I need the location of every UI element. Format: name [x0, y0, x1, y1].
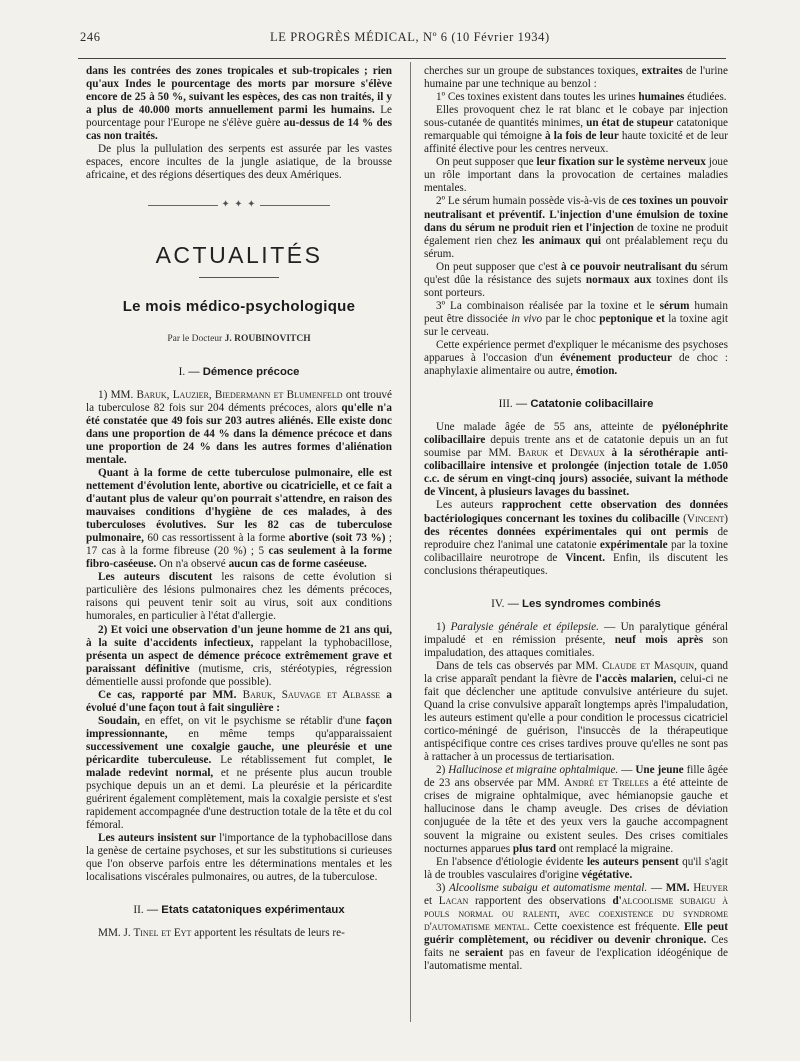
s1-paragraph-1: 1) MM. Baruk, Lauzier, Biedermann et Blumenfeld ont trouvé la tuberculose 82 fois sur 204 déments précoces, alors qu'elle n'a été constatée que 49 fois sur 203 autres aliénés. Elle existe donc dans une proportion de 44 % dans la démence précoce et dans une proportion de 24 % dans les autres formes d'aliénation mentale. [86, 388, 393, 466]
intro-paragraph-2: De plus la pullulation des serpents est assurée par les vastes espaces, encore incultes de la jungle asiatique, de la brousse africaine, et des régions désertiques des deux Amériques. [86, 143, 392, 182]
r-paragraph-6: On peut supposer que c'est à ce pouvoir neutralisant du sérum qu'est dûe la résistance des sujets normaux aux toxines dont ils sont porteurs. [424, 260, 729, 299]
s1-paragraph-2: Quant à la forme de cette tuberculose pulmonaire, elle est nettement d'évolution lente, abortive ou cicatricielle, et ce fait a d'autant plus de valeur qu'on pourrait s'attendre, en raison des mauvaises conditions d'hygiène de ces malades, à des tuberculoses évolutives. Sur les 82 cas de tuberculose pulmonaire, 60 cas ressortissent à la forme abortive (soit 73 %) ; 17 cas à la forme fibreuse (20 %) ; 5 cas seulement à la forme fibro-caséeuse. On n'a observé aucun cas de forme caséeuse. [86, 466, 392, 571]
r-paragraph-2: 1º Ces toxines existent dans toutes les urines humaines étudiées. [436, 91, 727, 104]
s3-paragraph-2: Les auteurs rapprochent cette observation des données bactériologiques concernant les toxines du colibacille (Vincent) des récentes données expérimentales qui ont permis de reproduire chez l'animal une catatonie expérimentale par la toxine colibacillaire neurotrope de Vincent. Enfin, ils discutent les conclusions thérapeutiques. [424, 499, 729, 577]
subhead-3: III. — Catatonie colibacillaire [498, 398, 654, 411]
byline: Par le Docteur J. ROUBINOVITCH [167, 333, 311, 344]
s2-paragraph-1: MM. J. Tinel et Eyt apportent les résultats de leurs re- [98, 927, 345, 940]
section-title: ACTUALITÉS [155, 242, 323, 269]
subhead-1: I. — Démence précoce [178, 365, 300, 378]
ornament-divider: ✦ ✦ ✦ [86, 198, 392, 211]
r-paragraph-8: Cette expérience permet d'expliquer le mécanisme des psychoses apparues à l'occasion d'un événement producteur de choc : anaphylaxie alimentaire ou autre, émotion. [424, 338, 728, 378]
s1-paragraph-3: Les auteurs discutent les raisons de cette évolution si particulière des lésions pulmonaires chez les déments précoces, raisons qui peuvent tenir soit au virus, soit aux conditions humorales, en particulier à l'état d'allergie. [86, 571, 392, 623]
s1-paragraph-7: Les auteurs insistent sur l'importance de la typhobacillose dans la genèse de certaine psychoses, et sur les substitutions si curieuses que l'on observe parfois entre les déterminations mentales et les localisations viscérales pulmonaires, ou autres, de la tuberculose. [86, 832, 392, 884]
s1-paragraph-6: Soudain, en effet, on vit le psychisme se rétablir d'une façon impressionnante, en même temps qu'apparaissaient successivement une coxalgie gauche, une pleurésie et une péricardite tuberculeuse. Le rétablissement fut complet, le malade redevint normal, et ne présente plus aucun trouble psychique depuis un an et demi. La pleurésie et la péricardite guérirent également complètement, mais la coxalgie persiste et s'est rapidement accompagnée d'une destruction totale de la tête et du col fémoral. [86, 714, 392, 832]
running-header [80, 30, 730, 50]
s1-paragraph-4: 2) Et voici une observation d'un jeune homme de 21 ans qui, à la suite d'accidents infectieux, rappelant la typhobacillose, présenta un aspect de démence précoce extrêmement grave et paraissant définitive (mutisme, cris, stéréotypies, régression démentielle aussi profonde que possible). [86, 623, 393, 688]
intro-paragraph-1: dans les contrées des zones tropicales et sub-tropicales ; rien qu'aux Indes le pourcentage des morts par morsure s'élève encore de 25 à 50 %, suivant les espèces, des cas non traités, il y a plus de 40.000 morts annuellement parmi les humains. Le pourcentage pour l'Europe ne s'élève guère au-dessus de 14 % des cas non traités. [86, 65, 392, 143]
right-column [424, 65, 728, 973]
r-paragraph-3: Elles provoquent chez le rat blanc et le cobaye par injection sous-cutanée de quantités minimes, un état de stupeur catatonique remarquable qui témoigne à la fois de leur haute toxicité et de leur affinité élective pour les centres nerveux. [424, 104, 729, 156]
article-title: Le mois médico-psychologique [122, 297, 356, 315]
subhead-4: IV. — Les syndromes combinés [491, 597, 661, 610]
left-column [86, 65, 392, 941]
s4-paragraph-3: 2) Hallucinose et migraine ophtalmique. — Une jeune fille âgée de 23 ans observée par MM. André et Trelles a été atteinte de crises de migraine ophtalmique, avec hémianopsie gauche et hallucinose dans le champ aveugle. Des crises de déviation conjuguée de la tête et des yeux vers la gauche accompagnent souvent la migraine ou existent seules. Des crises comitiales nocturnes apparues plus tard ont remplacé la migraine. [424, 764, 728, 855]
section-rule [199, 277, 279, 278]
column-divider [410, 62, 411, 1022]
journal-title: LE PROGRÈS MÉDICAL, Nº 6 (10 Février 1934) [270, 30, 550, 44]
s4-paragraph-4: En l'absence d'étiologie évidente les auteurs pensent qu'il s'agit là de troubles vasculaires d'origine végétative. [424, 855, 728, 881]
page-number: 246 [80, 30, 101, 44]
s3-paragraph-1: Une malade âgée de 55 ans, atteinte de pyélonéphrite colibacillaire depuis trente ans et de catatonie depuis un an fut soumise par MM. Baruk et Devaux à la sérothérapie anti-colibacillaire intensive et prolongée (injection totale de 1.050 c.c. de sérum en vingt-cinq jours) associée, suivant la méthode de Vincent, à plusieurs lavages du bassinet. [424, 421, 728, 499]
s1-paragraph-5: Ce cas, rapporté par MM. Baruk, Sauvage et Albasse a évolué d'une façon tout à fait singulière : [86, 688, 392, 714]
s4-paragraph-1: 1) Paralysie générale et épilepsie. — Un paralytique général impaludé et en rémission présente, neuf mois après son impaludation, des attaques comitiales. [424, 620, 728, 659]
r-paragraph-7: 3º La combinaison réalisée par la toxine et le sérum humain peut être dissociée in vivo par le choc peptonique et la toxine agit sur le cerveau. [424, 299, 728, 338]
s4-paragraph-2: Dans de tels cas observés par MM. Claude et Masquin, quand la crise apparaît pendant la fièvre de l'accès malarien, celui-ci ne fait que déclencher une aptitude convulsive antérieure du sujet. Quand la crise convulsive apparaît longtemps après l'impaludation, les auteurs estiment qu'elle a pour condition le processus cicatriciel cortico-méningé de guérison, l'insuccès de la thérapeutique antispécifique contre ces crises tardives prouve qu'elles ne sont pas à rattacher à un processus de tertiarisation. [424, 659, 729, 764]
r-paragraph-4: On peut supposer que leur fixation sur le système nerveux joue un rôle important dans la provocation de certaines maladies mentales. [424, 156, 728, 195]
r-paragraph-1: cherches sur un groupe de substances toxiques, extraites de l'urine humaine par une technique au benzol : [424, 65, 728, 91]
subhead-2: II. — Etats catatoniques expérimentaux [133, 904, 345, 917]
header-rule [78, 58, 726, 59]
s4-paragraph-5: 3) Alcoolisme subaigu et automatisme mental. — MM. Heuyer et Lacan rapportent des observations d'alcoolisme subaigu à pouls normal ou ralenti, avec coexistence du syndrome d'automatisme mental. Cette coexistence est fréquente. Elle peut guérir complètement, ou récidiver ou devenir chronique. Ces faits ne seraient pas en faveur de l'explication idéogénique de l'automatisme mental. [424, 881, 729, 972]
r-paragraph-5: 2º Le sérum humain possède vis-à-vis de ces toxines un pouvoir neutralisant et préventif. L'injection d'une émulsion de toxine dans du sérum ne produit rien et l'injection de toxine ne produit également rien chez les animaux qui ont préalablement reçu du sérum. [424, 195, 728, 260]
